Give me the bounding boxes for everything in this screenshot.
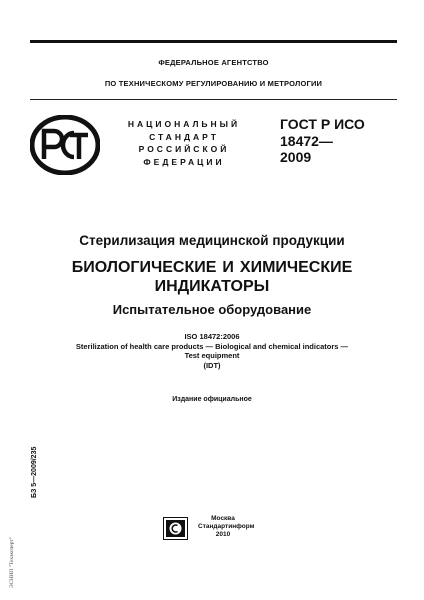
publisher-city: Москва — [211, 515, 235, 522]
rst-logo-icon — [30, 115, 100, 175]
standard-type-line: НАЦИОНАЛЬНЫЙ — [127, 119, 241, 129]
document-title-main — [0, 258, 424, 296]
iso-identity: (IDT) — [203, 360, 221, 370]
iso-number: ISO 18472:2006 — [184, 332, 240, 341]
publication-year: 2010 — [215, 531, 231, 538]
designation-line3: 2009 — [280, 149, 312, 165]
designation-line1: ГОСТ Р ИСО — [280, 116, 365, 132]
official-edition-label: Издание официальное — [172, 396, 252, 403]
source-stamp: ЭСНИП "Техэксперт" — [9, 536, 15, 588]
side-code: БЗ 5—2009/235 — [31, 446, 38, 498]
standard-designation — [280, 116, 365, 166]
publisher-name: Стандартинформ — [198, 523, 255, 530]
national-standard-label — [118, 118, 250, 168]
title-line3: ИНДИКАТОРЫ — [154, 278, 270, 295]
standartinform-logo-icon — [163, 517, 188, 540]
header-rule — [30, 99, 397, 100]
agency-name-line1: ФЕДЕРАЛЬНОЕ АГЕНТСТВО — [158, 58, 269, 67]
standard-type-line: РОССИЙСКОЙ — [138, 144, 230, 154]
iso-english-title-line2: Test equipment — [184, 351, 240, 360]
standard-type-line: СТАНДАРТ — [149, 131, 219, 142]
document-title-group: Стерилизация медицинской продукции — [79, 233, 345, 248]
title-word: И — [222, 259, 234, 276]
iso-english-title-line1: Sterilization of health care products — Biological and chemical indicators — — [75, 341, 349, 351]
iso-reference — [0, 332, 424, 370]
document-subtitle: Испытательное оборудование — [112, 302, 312, 317]
title-word: БИОЛОГИЧЕСКИЕ — [71, 259, 217, 276]
title-word: ХИМИЧЕСКИЕ — [239, 259, 353, 276]
standard-type-line: ФЕДЕРАЦИИ — [143, 156, 225, 167]
top-rule — [30, 40, 397, 43]
agency-name-line2: ПО ТЕХНИЧЕСКОМУ РЕГУЛИРОВАНИЮ И МЕТРОЛОГИИ — [104, 79, 323, 88]
publisher-block — [198, 515, 255, 539]
designation-line2: 18472— — [280, 132, 333, 149]
